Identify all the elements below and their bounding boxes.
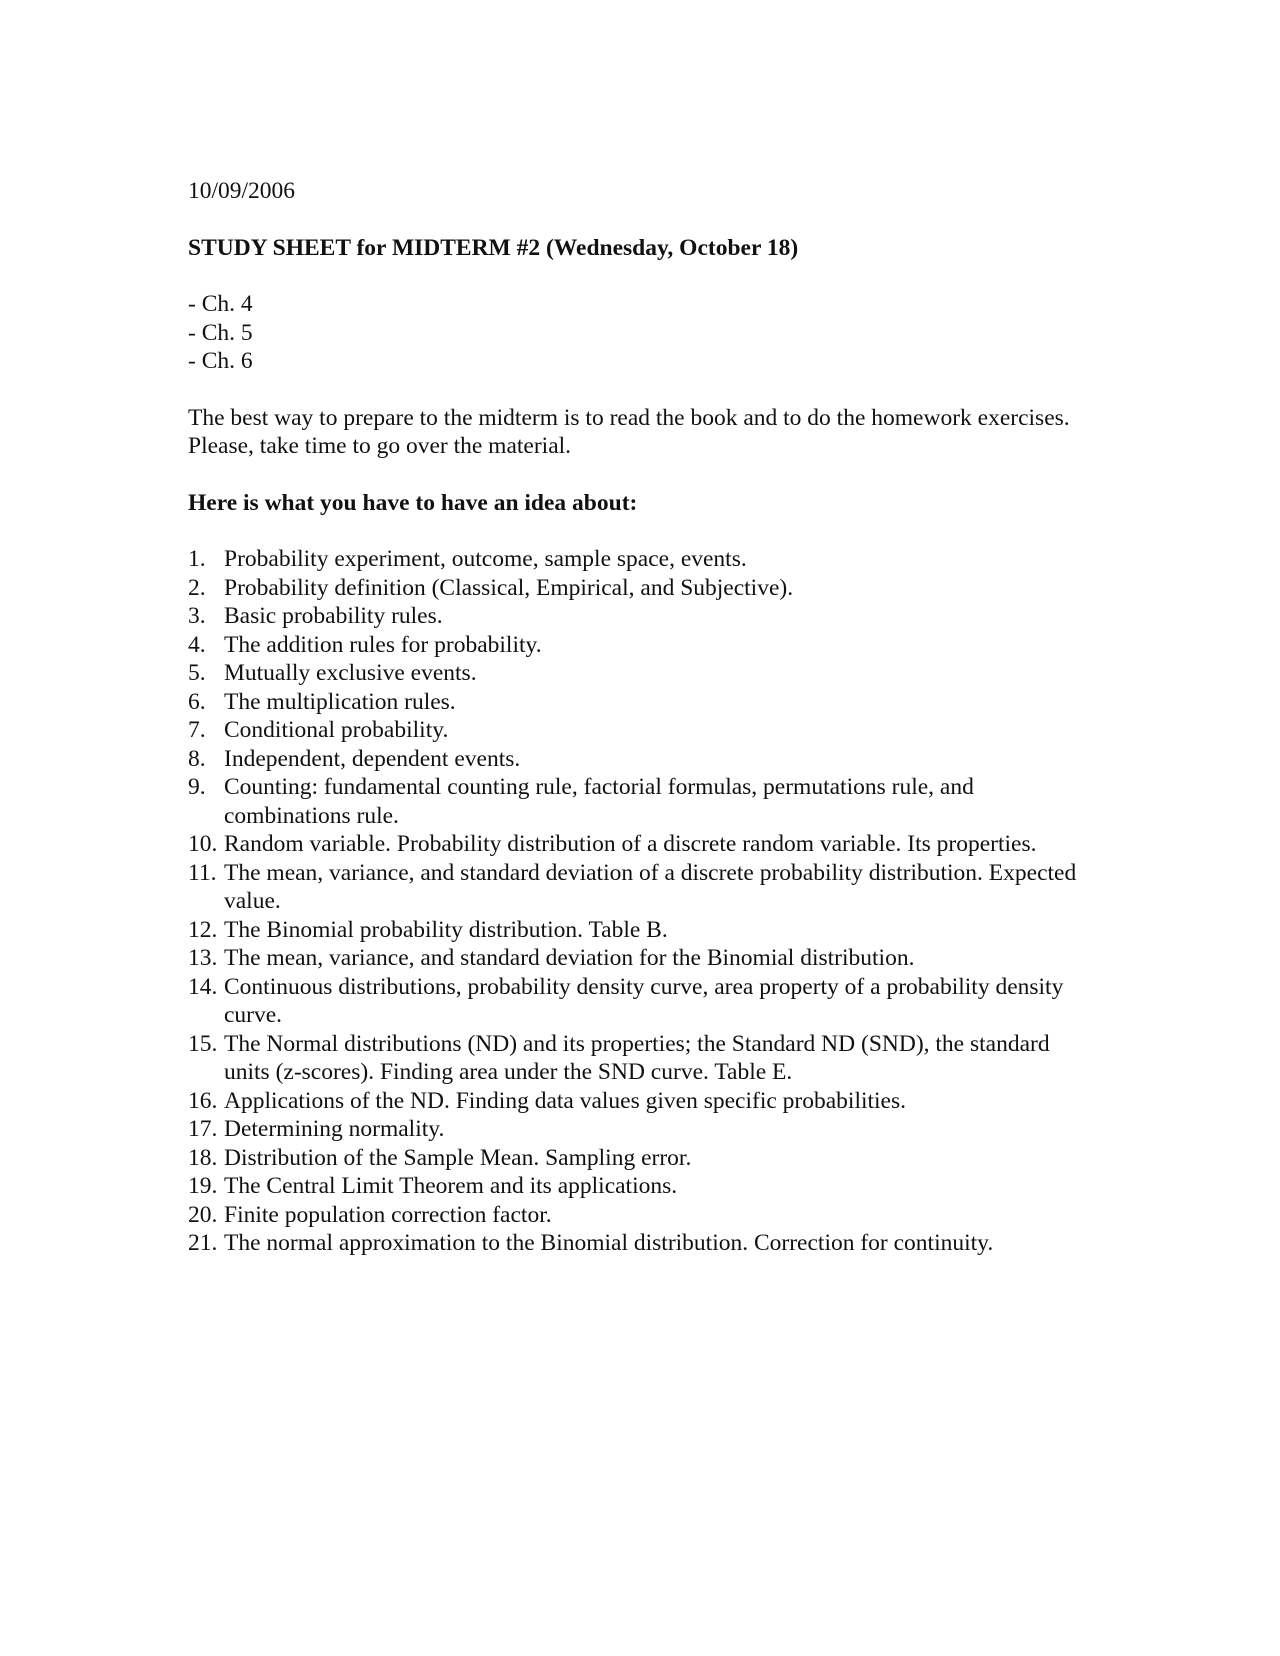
topic-number: 1.: [188, 546, 206, 572]
topic-number: 17.: [188, 1116, 218, 1142]
topic-number: 20.: [188, 1201, 218, 1228]
topic-item: [188, 1229, 1088, 1258]
topic-item: [188, 1172, 1088, 1201]
topic-text: Random variable. Probability distribution of a discrete random variable. Its properties.: [224, 831, 1037, 857]
topic-text: Conditional probability.: [224, 717, 449, 743]
topic-item: [188, 659, 1088, 688]
topic-text: Continuous distributions, probability density curve, area property of a probability density curve.: [224, 973, 1064, 1028]
topic-number: 16.: [188, 1087, 218, 1114]
document-title: STUDY SHEET for MIDTERM #2 (Wednesday, October 18): [188, 234, 799, 261]
topic-number: 8.: [188, 745, 206, 772]
document-page: [188, 177, 1088, 1258]
topic-text: The Binomial probability distribution. Table B.: [224, 916, 668, 943]
topic-item: [188, 1144, 1088, 1173]
topic-number: 10.: [188, 831, 218, 857]
topic-item: [188, 716, 1088, 745]
topic-item: [188, 830, 1088, 859]
topic-text: Independent, dependent events.: [224, 745, 521, 772]
chapter-item: - Ch. 5: [188, 319, 253, 346]
topic-item: [188, 773, 1088, 830]
topic-number: 2.: [188, 574, 206, 601]
topic-item: [188, 602, 1088, 631]
chapter-list: [188, 290, 1088, 376]
topic-list: [188, 545, 1088, 1258]
topic-item: [188, 944, 1088, 973]
topic-number: 18.: [188, 1144, 218, 1171]
topic-item: [188, 1201, 1088, 1230]
topic-item: [188, 1087, 1088, 1116]
topic-number: 6.: [188, 688, 206, 715]
topic-item: [188, 745, 1088, 774]
topic-text: The normal approximation to the Binomial distribution. Correction for continuity.: [224, 1230, 994, 1256]
topic-number: 9.: [188, 774, 206, 800]
topic-text: The mean, variance, and standard deviation of a discrete probability distribution. Expected value.: [224, 859, 1077, 914]
topic-item: [188, 1030, 1088, 1087]
topic-text: Finite population correction factor.: [224, 1201, 552, 1228]
topic-text: The addition rules for probability.: [224, 631, 542, 658]
topic-text: Mutually exclusive events.: [224, 660, 477, 686]
topic-item: [188, 688, 1088, 717]
topic-item: [188, 545, 1088, 574]
topic-text: Distribution of the Sample Mean. Sampling error.: [224, 1144, 692, 1171]
topic-number: 21.: [188, 1230, 218, 1256]
chapter-item: - Ch. 4: [188, 291, 253, 317]
topic-text: The Central Limit Theorem and its applications.: [224, 1173, 678, 1199]
chapter-item: - Ch. 6: [188, 348, 253, 374]
topic-number: 11.: [188, 859, 217, 886]
intro-paragraph: The best way to prepare to the midterm is to read the book and to do the homework exercises. Please, take time to go over the material.: [188, 404, 1070, 459]
topic-item: [188, 859, 1088, 916]
topics-heading: Here is what you have to have an idea about:: [188, 489, 638, 516]
document-date: 10/09/2006: [188, 178, 296, 204]
topic-item: [188, 1115, 1088, 1144]
topic-text: The Normal distributions (ND) and its properties; the Standard ND (SND), the standard units (z-scores). Finding area under the SND curve. Table E.: [224, 1030, 1050, 1085]
topic-number: 7.: [188, 717, 206, 743]
topic-text: The multiplication rules.: [224, 688, 456, 715]
topic-number: 12.: [188, 916, 218, 943]
topic-item: [188, 631, 1088, 660]
topic-item: [188, 973, 1088, 1030]
topic-item: [188, 574, 1088, 603]
topic-text: Determining normality.: [224, 1116, 445, 1142]
topic-number: 5.: [188, 660, 206, 686]
topic-number: 15.: [188, 1030, 218, 1057]
topic-number: 4.: [188, 631, 206, 658]
topic-text: Basic probability rules.: [224, 603, 443, 629]
topic-item: [188, 916, 1088, 945]
topic-text: The mean, variance, and standard deviation for the Binomial distribution.: [224, 945, 915, 971]
topic-text: Probability definition (Classical, Empirical, and Subjective).: [224, 574, 794, 601]
topic-number: 14.: [188, 973, 218, 1000]
topic-number: 19.: [188, 1173, 218, 1199]
topic-text: Counting: fundamental counting rule, factorial formulas, permutations rule, and combinations rule.: [224, 774, 974, 829]
topic-number: 13.: [188, 945, 218, 971]
topic-number: 3.: [188, 603, 206, 629]
topic-text: Probability experiment, outcome, sample space, events.: [224, 546, 747, 572]
topic-text: Applications of the ND. Finding data values given specific probabilities.: [224, 1087, 907, 1114]
